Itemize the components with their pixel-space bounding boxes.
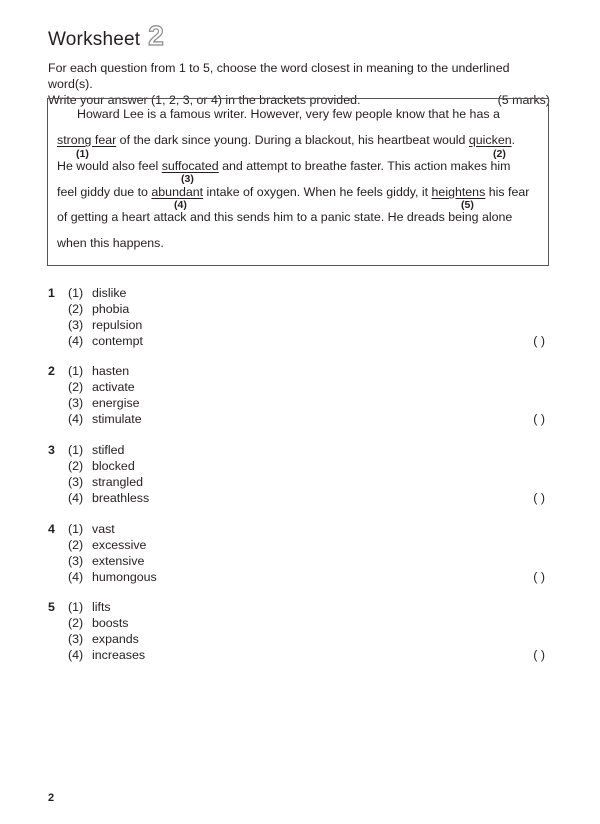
passage-line-1: Howard Lee is a famous writer. However, very few people know that he has a xyxy=(77,107,500,121)
option-4: (4) contempt xyxy=(68,334,143,348)
worksheet-title xyxy=(48,22,164,51)
worksheet-title-text: Worksheet xyxy=(48,29,141,50)
marks-label: (5 marks) xyxy=(497,93,550,107)
underlined-suffocated: suffocated xyxy=(161,159,219,173)
underlined-abundant: abundant xyxy=(151,185,204,199)
instructions-line-1: For each question from 1 to 5, choose the word closest in meaning to the underlined word(s). xyxy=(48,61,510,91)
option-2: (2) excessive xyxy=(68,538,147,552)
underlined-strong-fear: strong fear xyxy=(57,133,117,147)
option-4: (4) increases xyxy=(68,648,146,662)
option-1: (1) dislike xyxy=(68,286,127,300)
marker-2: (2) xyxy=(493,148,506,160)
answer-bracket[interactable]: ( ) xyxy=(533,570,545,584)
passage-box xyxy=(47,98,549,266)
option-1: (1) vast xyxy=(68,522,115,536)
marker-3: (3) xyxy=(181,173,194,185)
page-number: 2 xyxy=(48,792,55,804)
underlined-quicken: quicken xyxy=(468,133,512,147)
underlined-heightens: heightens xyxy=(431,185,486,199)
option-3: (3) energise xyxy=(68,396,140,410)
worksheet-number: 2 xyxy=(148,20,164,51)
marker-1: (1) xyxy=(76,148,89,160)
option-2: (2) phobia xyxy=(68,302,130,316)
passage-line-3: He would also feel suffocated and attempt to breathe faster. This action makes him xyxy=(57,159,511,173)
answer-bracket[interactable]: ( ) xyxy=(533,491,545,505)
passage-line-4: feel giddy due to abundant intake of oxygen. When he feels giddy, it heightens his fear xyxy=(57,185,530,199)
passage-line-5: of getting a heart attack and this sends him to a panic state. He dreads being alone xyxy=(57,210,513,224)
option-2: (2) blocked xyxy=(68,459,135,473)
question-number: 3 xyxy=(48,443,55,457)
option-4: (4) humongous xyxy=(68,570,157,584)
option-3: (3) extensive xyxy=(68,554,145,568)
option-1: (1) lifts xyxy=(68,600,111,614)
question-number: 2 xyxy=(48,364,55,378)
option-4: (4) stimulate xyxy=(68,412,142,426)
instructions-line-2: Write your answer (1, 2, 3, or 4) in the brackets provided. xyxy=(48,93,361,107)
answer-bracket[interactable]: ( ) xyxy=(533,412,545,426)
marker-5: (5) xyxy=(461,199,474,211)
answer-bracket[interactable]: ( ) xyxy=(533,648,545,662)
option-2: (2) activate xyxy=(68,380,135,394)
marker-4: (4) xyxy=(174,199,187,211)
option-4: (4) breathless xyxy=(68,491,150,505)
answer-bracket[interactable]: ( ) xyxy=(533,334,545,348)
option-3: (3) expands xyxy=(68,632,139,646)
option-3: (3) strangled xyxy=(68,475,143,489)
option-3: (3) repulsion xyxy=(68,318,143,332)
passage-line-6: when this happens. xyxy=(57,236,164,250)
option-1: (1) hasten xyxy=(68,364,130,378)
passage-line-2: strong fear of the dark since young. During a blackout, his heartbeat would quicken. xyxy=(57,133,516,147)
question-number: 1 xyxy=(48,286,55,300)
option-1: (1) stifled xyxy=(68,443,125,457)
question-number: 4 xyxy=(48,522,55,536)
question-number: 5 xyxy=(48,600,55,614)
option-2: (2) boosts xyxy=(68,616,129,630)
